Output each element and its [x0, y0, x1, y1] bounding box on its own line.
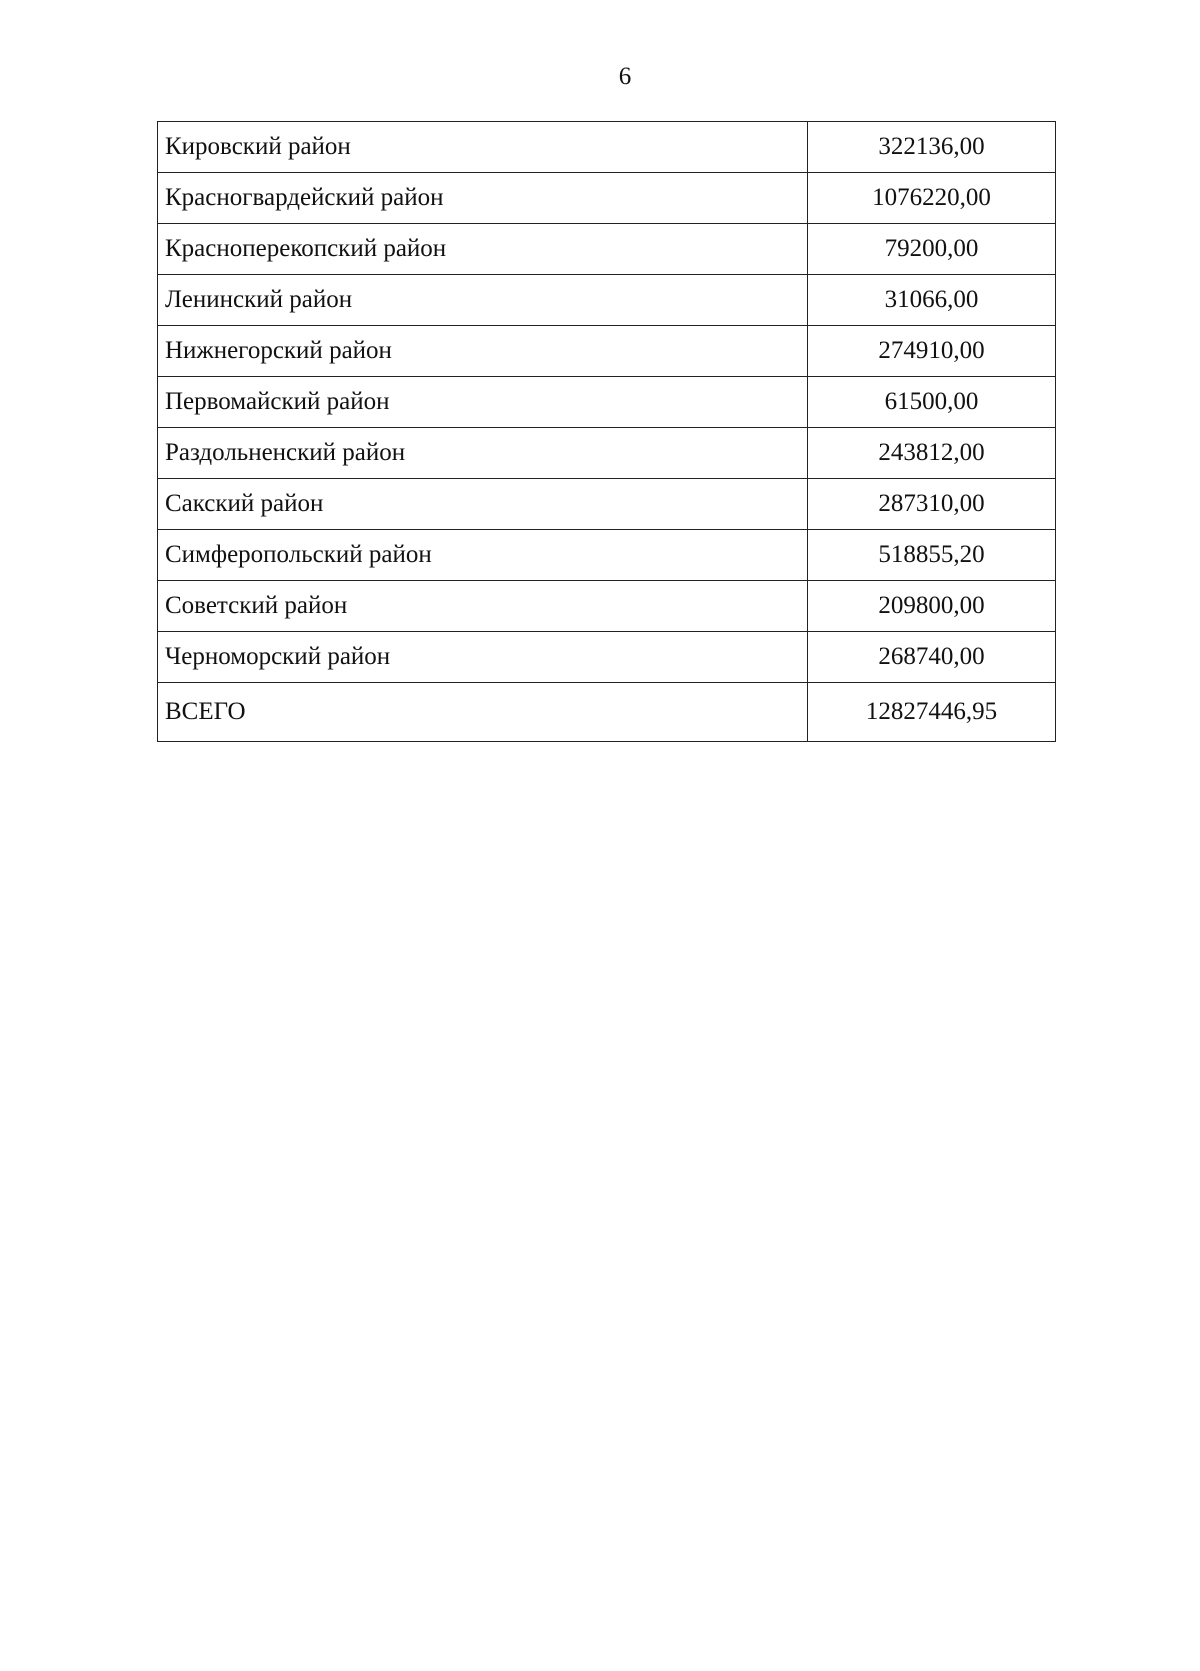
district-name: Красноперекопский район [158, 224, 808, 275]
table-row [158, 173, 1056, 224]
district-value: 287310,00 [808, 479, 1056, 530]
table-row [158, 530, 1056, 581]
district-value: 31066,00 [808, 275, 1056, 326]
table-row [158, 632, 1056, 683]
district-name: Кировский район [158, 122, 808, 173]
district-amounts-table [157, 121, 1056, 742]
district-name: Раздольненский район [158, 428, 808, 479]
table-row [158, 275, 1056, 326]
page-number: 6 [618, 63, 632, 90]
district-value: 79200,00 [808, 224, 1056, 275]
table-row [158, 428, 1056, 479]
table-row [158, 122, 1056, 173]
district-value: 1076220,00 [808, 173, 1056, 224]
district-name: Сакский район [158, 479, 808, 530]
table-body [158, 122, 1056, 742]
total-label: ВСЕГО [158, 683, 808, 742]
district-name: Ленинский район [158, 275, 808, 326]
district-value: 322136,00 [808, 122, 1056, 173]
district-value: 209800,00 [808, 581, 1056, 632]
district-value: 61500,00 [808, 377, 1056, 428]
district-name: Красногвардейский район [158, 173, 808, 224]
district-value: 518855,20 [808, 530, 1056, 581]
table-row [158, 224, 1056, 275]
table-row [158, 326, 1056, 377]
district-name: Черноморский район [158, 632, 808, 683]
total-row [158, 683, 1056, 742]
district-name: Нижнегорский район [158, 326, 808, 377]
district-value: 268740,00 [808, 632, 1056, 683]
table-row [158, 581, 1056, 632]
table-row [158, 479, 1056, 530]
district-name: Первомайский район [158, 377, 808, 428]
total-value: 12827446,95 [808, 683, 1056, 742]
district-name: Советский район [158, 581, 808, 632]
district-value: 243812,00 [808, 428, 1056, 479]
district-name: Симферопольский район [158, 530, 808, 581]
district-value: 274910,00 [808, 326, 1056, 377]
table-row [158, 377, 1056, 428]
